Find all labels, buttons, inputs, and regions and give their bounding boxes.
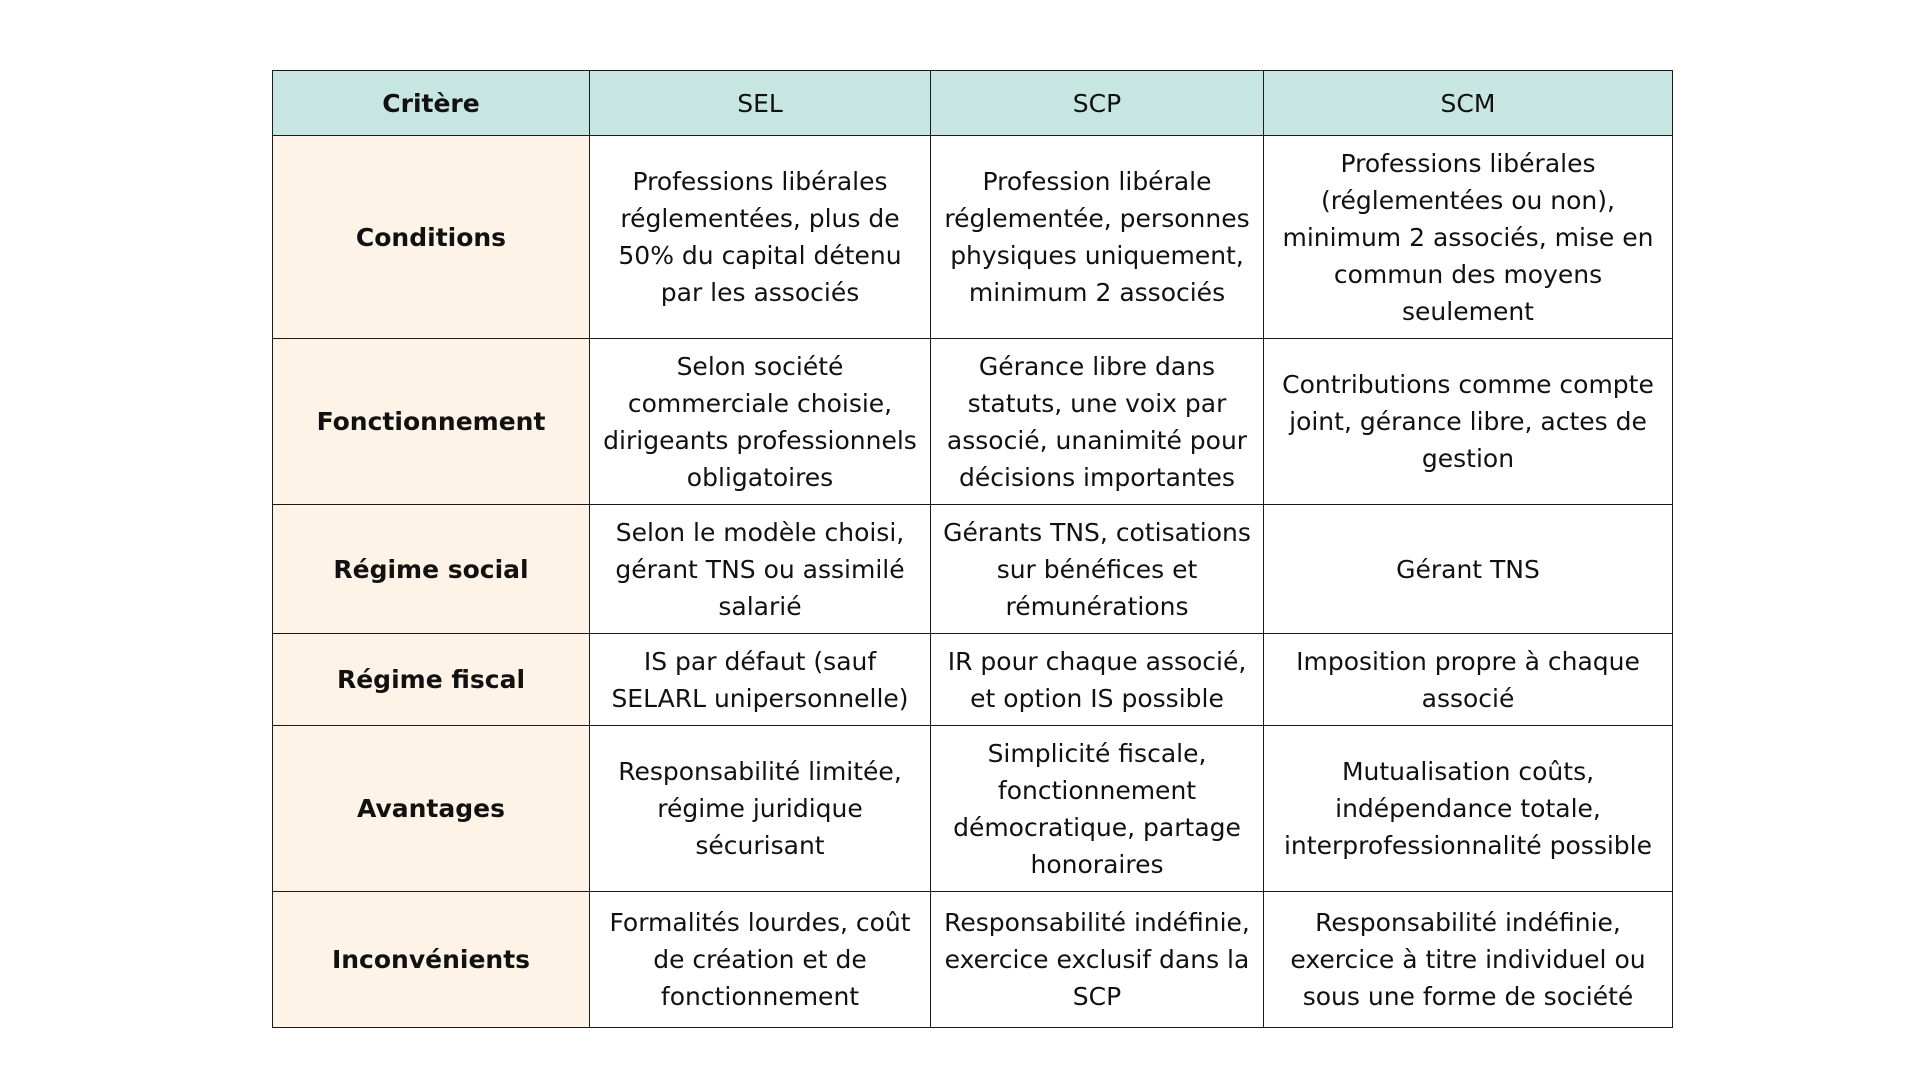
cell-scm: Mutualisation coûts, indépendance totale, interprofessionnalité possible xyxy=(1264,726,1673,892)
cell-scm: Professions libérales (réglementées ou non), minimum 2 associés, mise en commun des moyens seulement xyxy=(1264,136,1673,339)
header-row xyxy=(273,71,1673,136)
header-sel: SEL xyxy=(590,71,931,136)
cell-scm: Responsabilité indéfinie, exercice à titre individuel ou sous une forme de société xyxy=(1264,892,1673,1028)
row-criterion: Conditions xyxy=(273,136,590,339)
cell-scp: Profession libérale réglementée, personnes physiques uniquement, minimum 2 associés xyxy=(931,136,1264,339)
table-row xyxy=(273,726,1673,892)
comparison-table xyxy=(272,70,1673,1028)
table-row xyxy=(273,505,1673,634)
cell-scp: Simplicité fiscale, fonctionnement démocratique, partage honoraires xyxy=(931,726,1264,892)
cell-scp: Gérance libre dans statuts, une voix par associé, unanimité pour décisions importantes xyxy=(931,339,1264,505)
table-row xyxy=(273,136,1673,339)
row-criterion: Régime fiscal xyxy=(273,634,590,726)
table-row xyxy=(273,892,1673,1028)
row-criterion: Avantages xyxy=(273,726,590,892)
cell-scp: IR pour chaque associé, et option IS possible xyxy=(931,634,1264,726)
header-scm: SCM xyxy=(1264,71,1673,136)
cell-sel: Selon société commerciale choisie, dirigeants professionnels obligatoires xyxy=(590,339,931,505)
row-criterion: Inconvénients xyxy=(273,892,590,1028)
cell-sel: Selon le modèle choisi, gérant TNS ou assimilé salarié xyxy=(590,505,931,634)
cell-sel: Professions libérales réglementées, plus de 50% du capital détenu par les associés xyxy=(590,136,931,339)
cell-scm: Contributions comme compte joint, gérance libre, actes de gestion xyxy=(1264,339,1673,505)
header-scp: SCP xyxy=(931,71,1264,136)
header-criterion: Critère xyxy=(273,71,590,136)
table-row xyxy=(273,634,1673,726)
cell-sel: Formalités lourdes, coût de création et de fonctionnement xyxy=(590,892,931,1028)
cell-sel: Responsabilité limitée, régime juridique sécurisant xyxy=(590,726,931,892)
cell-sel: IS par défaut (sauf SELARL unipersonnelle) xyxy=(590,634,931,726)
cell-scm: Imposition propre à chaque associé xyxy=(1264,634,1673,726)
row-criterion: Fonctionnement xyxy=(273,339,590,505)
row-criterion: Régime social xyxy=(273,505,590,634)
table-row xyxy=(273,339,1673,505)
cell-scm: Gérant TNS xyxy=(1264,505,1673,634)
cell-scp: Responsabilité indéfinie, exercice exclusif dans la SCP xyxy=(931,892,1264,1028)
cell-scp: Gérants TNS, cotisations sur bénéfices et rémunérations xyxy=(931,505,1264,634)
